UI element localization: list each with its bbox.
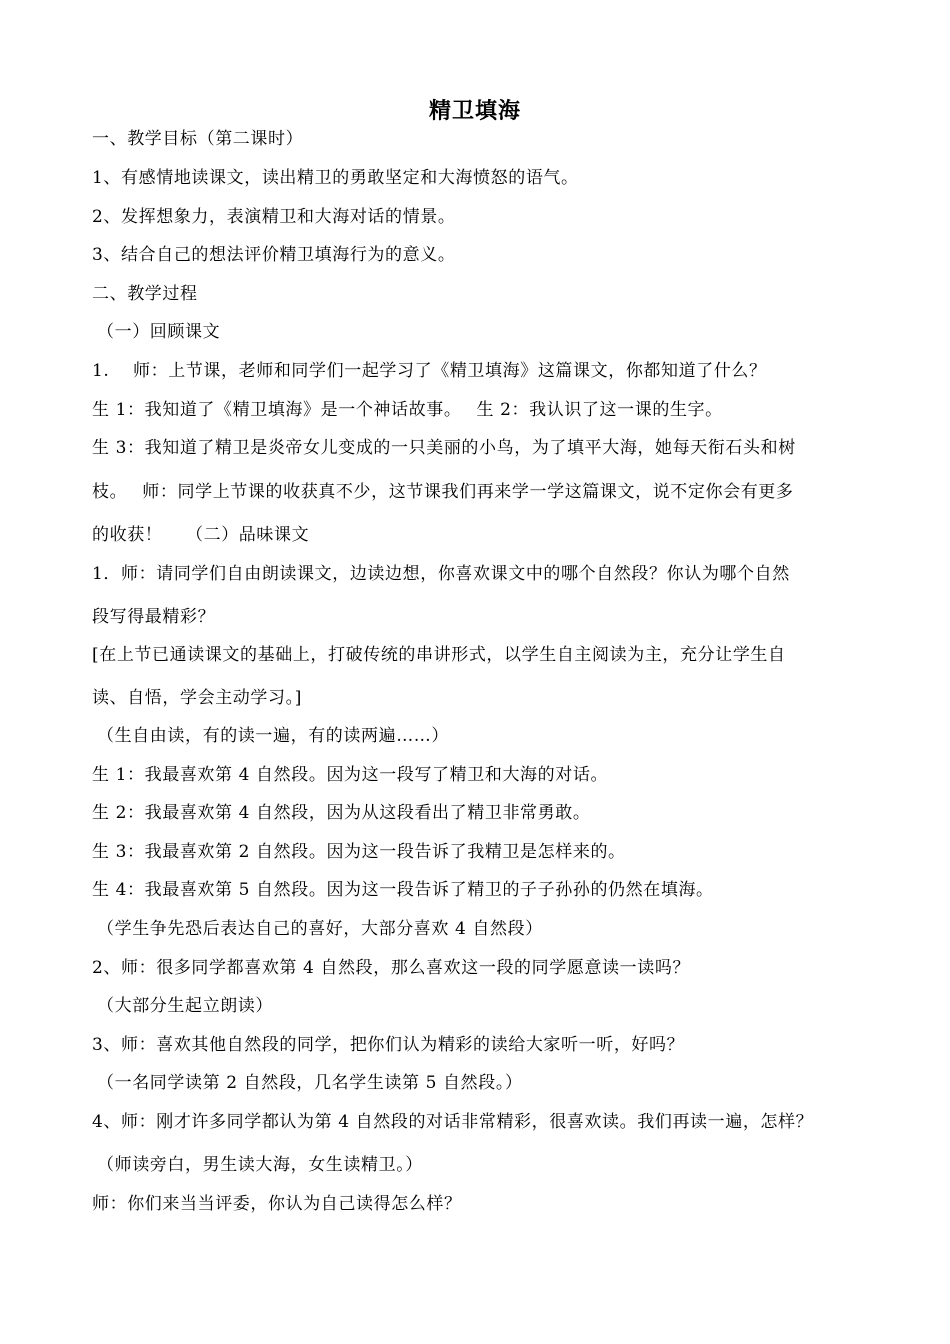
paragraph-line: 生 1：我最喜欢第 4 自然段。因为这一段写了精卫和大海的对话。 xyxy=(92,765,609,785)
paragraph-line: 师：你们来当当评委，你认为自己读得怎么样？ xyxy=(92,1194,462,1214)
paragraph-line: 枝。 师：同学上节课的收获真不少，这节课我们再来学一学这篇课文，说不定你会有更多 xyxy=(92,482,794,502)
paragraph-line: [在上节已通读课文的基础上，打破传统的串讲形式，以学生自主阅读为主，充分让学生自 xyxy=(92,645,786,665)
paragraph-line: 2、师：很多同学都喜欢第 4 自然段，那么喜欢这一段的同学愿意读一读吗？ xyxy=(92,958,691,978)
subsection-heading-review: （一）回顾课文 xyxy=(97,322,221,342)
paragraph-line: 生 1：我知道了《精卫填海》是一个神话故事。 生 2：我认识了这一课的生字。 xyxy=(92,400,723,420)
objective-item-2: 2、发挥想象力，表演精卫和大海对话的情景。 xyxy=(92,207,456,227)
paragraph-line: （学生争先恐后表达自己的喜好，大部分喜欢 4 自然段） xyxy=(97,919,543,939)
paragraph-line: 生 3：我知道了精卫是炎帝女儿变成的一只美丽的小鸟，为了填平大海，她每天衔石头和树 xyxy=(92,438,796,458)
objective-item-3: 3、结合自己的想法评价精卫填海行为的意义。 xyxy=(92,245,456,265)
paragraph-line: 生 2：我最喜欢第 4 自然段，因为从这段看出了精卫非常勇敢。 xyxy=(92,803,591,823)
paragraph-line: 生 3：我最喜欢第 2 自然段。因为这一段告诉了我精卫是怎样来的。 xyxy=(92,842,626,862)
section-heading-objectives: 一、教学目标（第二课时） xyxy=(92,129,304,149)
paragraph-line: （大部分生起立朗读） xyxy=(97,996,273,1016)
paragraph-line: 1. 师：上节课，老师和同学们一起学习了《精卫填海》这篇课文，你都知道了什么？ xyxy=(92,361,767,381)
document-title: 精卫填海 xyxy=(428,99,521,124)
paragraph-line: 读、自悟，学会主动学习。] xyxy=(92,688,302,708)
paragraph-line: 段写得最精彩？ xyxy=(92,607,216,627)
objective-item-1: 1、有感情地读课文，读出精卫的勇敢坚定和大海愤怒的语气。 xyxy=(92,168,579,188)
paragraph-line: 3、师：喜欢其他自然段的同学，把你们认为精彩的读给大家听一听，好吗？ xyxy=(92,1035,685,1055)
paragraph-line: 1．师：请同学们自由朗读课文，边读边想，你喜欢课文中的哪个自然段？你认为哪个自然 xyxy=(92,564,790,584)
paragraph-line: （一名同学读第 2 自然段，几名学生读第 5 自然段。） xyxy=(97,1073,523,1093)
paragraph-line: 生 4：我最喜欢第 5 自然段。因为这一段告诉了精卫的子子孙孙的仍然在填海。 xyxy=(92,880,714,900)
paragraph-line: 的收获！ （二）品味课文 xyxy=(92,525,310,545)
paragraph-line: （师读旁白，男生读大海，女生读精卫。） xyxy=(97,1155,423,1175)
section-heading-process: 二、教学过程 xyxy=(92,284,198,304)
paragraph-line: （生自由读，有的读一遍，有的读两遍……） xyxy=(97,726,449,746)
paragraph-line: 4、师：刚才许多同学都认为第 4 自然段的对话非常精彩，很喜欢读。我们再读一遍，怎样？ xyxy=(92,1112,814,1132)
